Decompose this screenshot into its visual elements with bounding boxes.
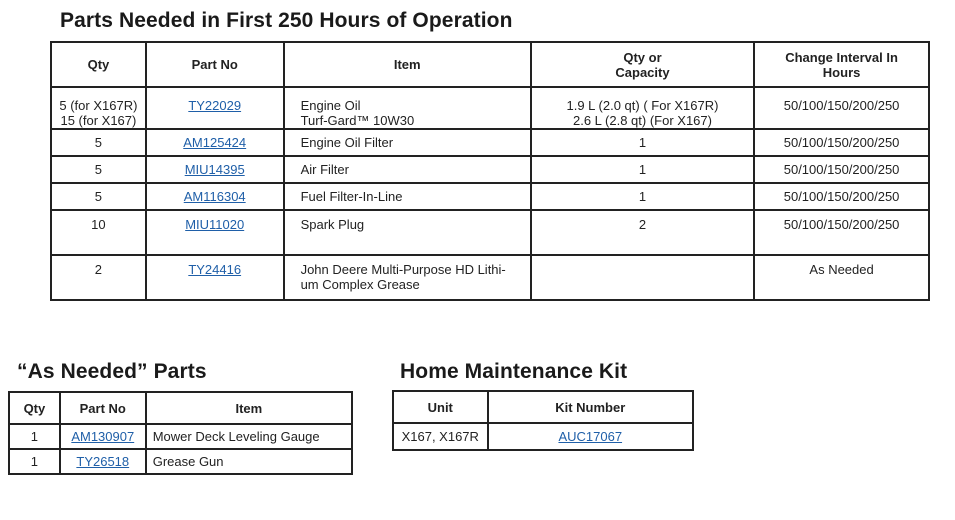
interval-cell: 50/100/150/200/250 bbox=[754, 129, 929, 156]
table-header-row bbox=[393, 391, 693, 423]
capacity-cell: 1 bbox=[531, 156, 754, 183]
interval-cell: 50/100/150/200/250 bbox=[754, 183, 929, 210]
home-maintenance-kit-title: Home Maintenance Kit bbox=[400, 360, 628, 383]
item-header: Item bbox=[146, 392, 352, 424]
unit-cell: X167, X167R bbox=[393, 423, 488, 450]
unit-header: Unit bbox=[393, 391, 488, 423]
part-no-link[interactable]: TY24416 bbox=[188, 262, 242, 277]
part-no-link[interactable]: AM130907 bbox=[71, 429, 135, 444]
part-no-cell bbox=[60, 449, 146, 474]
item-line: John Deere Multi-Purpose HD Lithi- bbox=[300, 262, 506, 277]
table-row bbox=[51, 210, 929, 255]
capacity-header-line1: Qty or bbox=[623, 49, 662, 65]
capacity-cell: 2 bbox=[531, 210, 754, 255]
interval-header-line2: Hours bbox=[822, 64, 861, 80]
part-no-link[interactable]: TY22029 bbox=[188, 98, 242, 113]
as-needed-title: “As Needed” Parts bbox=[17, 360, 207, 383]
kit-number-header: Kit Number bbox=[488, 391, 693, 423]
item-cell: Fuel Filter-In-Line bbox=[284, 183, 531, 210]
part-no-link[interactable]: MIU11020 bbox=[185, 217, 245, 232]
table-row bbox=[51, 87, 929, 129]
table-header-row bbox=[51, 42, 929, 87]
interval-cell: As Needed bbox=[754, 255, 929, 300]
item-cell bbox=[284, 87, 531, 129]
item-line: um Complex Grease bbox=[300, 277, 420, 292]
part-no-header: Part No bbox=[146, 42, 284, 87]
item-cell: Air Filter bbox=[284, 156, 531, 183]
qty-cell: 5 bbox=[51, 156, 146, 183]
part-no-link[interactable]: TY26518 bbox=[76, 454, 130, 469]
item-line: Engine Oil bbox=[300, 98, 361, 113]
item-line: Turf-Gard™ 10W30 bbox=[300, 113, 415, 128]
qty-cell: 1 bbox=[9, 424, 60, 449]
as-needed-parts-table bbox=[8, 391, 353, 475]
qty-header: Qty bbox=[51, 42, 146, 87]
interval-cell: 50/100/150/200/250 bbox=[754, 156, 929, 183]
table-row bbox=[51, 255, 929, 300]
item-cell: Mower Deck Leveling Gauge bbox=[146, 424, 352, 449]
part-no-link[interactable]: MIU14395 bbox=[184, 162, 245, 177]
qty-cell bbox=[51, 87, 146, 129]
qty-cell: 5 bbox=[51, 183, 146, 210]
item-cell bbox=[284, 255, 531, 300]
part-no-cell bbox=[146, 87, 284, 129]
capacity-line: 1.9 L (2.0 qt) ( For X167R) bbox=[566, 98, 719, 113]
capacity-cell bbox=[531, 255, 754, 300]
kit-number-link[interactable]: AUC17067 bbox=[558, 429, 623, 444]
capacity-line: 2.6 L (2.8 qt) (For X167) bbox=[573, 113, 712, 128]
qty-cell: 1 bbox=[9, 449, 60, 474]
qty-header: Qty bbox=[9, 392, 60, 424]
interval-header-line1: Change Interval In bbox=[785, 49, 898, 65]
interval-cell: 50/100/150/200/250 bbox=[754, 87, 929, 129]
qty-cell: 5 bbox=[51, 129, 146, 156]
qty-line: 15 (for X167) bbox=[60, 113, 137, 128]
table-row bbox=[51, 183, 929, 210]
part-no-header: Part No bbox=[60, 392, 146, 424]
table-row bbox=[51, 129, 929, 156]
kit-number-cell bbox=[488, 423, 693, 450]
part-no-cell bbox=[146, 156, 284, 183]
capacity-cell: 1 bbox=[531, 129, 754, 156]
home-maintenance-kit-table bbox=[392, 390, 694, 451]
item-cell: Engine Oil Filter bbox=[284, 129, 531, 156]
item-header: Item bbox=[284, 42, 531, 87]
qty-line: 5 (for X167R) bbox=[59, 98, 138, 113]
item-cell: Grease Gun bbox=[146, 449, 352, 474]
part-no-cell bbox=[146, 255, 284, 300]
table-header-row bbox=[9, 392, 352, 424]
part-no-cell bbox=[146, 210, 284, 255]
capacity-header-line2: Capacity bbox=[615, 64, 670, 80]
interval-cell: 50/100/150/200/250 bbox=[754, 210, 929, 255]
table-row bbox=[9, 449, 352, 474]
parts-250-hours-table bbox=[50, 41, 930, 301]
part-no-link[interactable]: AM125424 bbox=[183, 135, 247, 150]
part-no-link[interactable]: AM116304 bbox=[183, 189, 246, 204]
part-no-cell bbox=[60, 424, 146, 449]
item-cell: Spark Plug bbox=[284, 210, 531, 255]
qty-cell: 2 bbox=[51, 255, 146, 300]
table-row bbox=[393, 423, 693, 450]
capacity-cell bbox=[531, 87, 754, 129]
main-title: Parts Needed in First 250 Hours of Operation bbox=[60, 9, 513, 32]
interval-header bbox=[754, 42, 929, 87]
table-row bbox=[9, 424, 352, 449]
capacity-header bbox=[531, 42, 754, 87]
part-no-cell bbox=[146, 183, 284, 210]
capacity-cell: 1 bbox=[531, 183, 754, 210]
table-row bbox=[51, 156, 929, 183]
qty-cell: 10 bbox=[51, 210, 146, 255]
part-no-cell bbox=[146, 129, 284, 156]
